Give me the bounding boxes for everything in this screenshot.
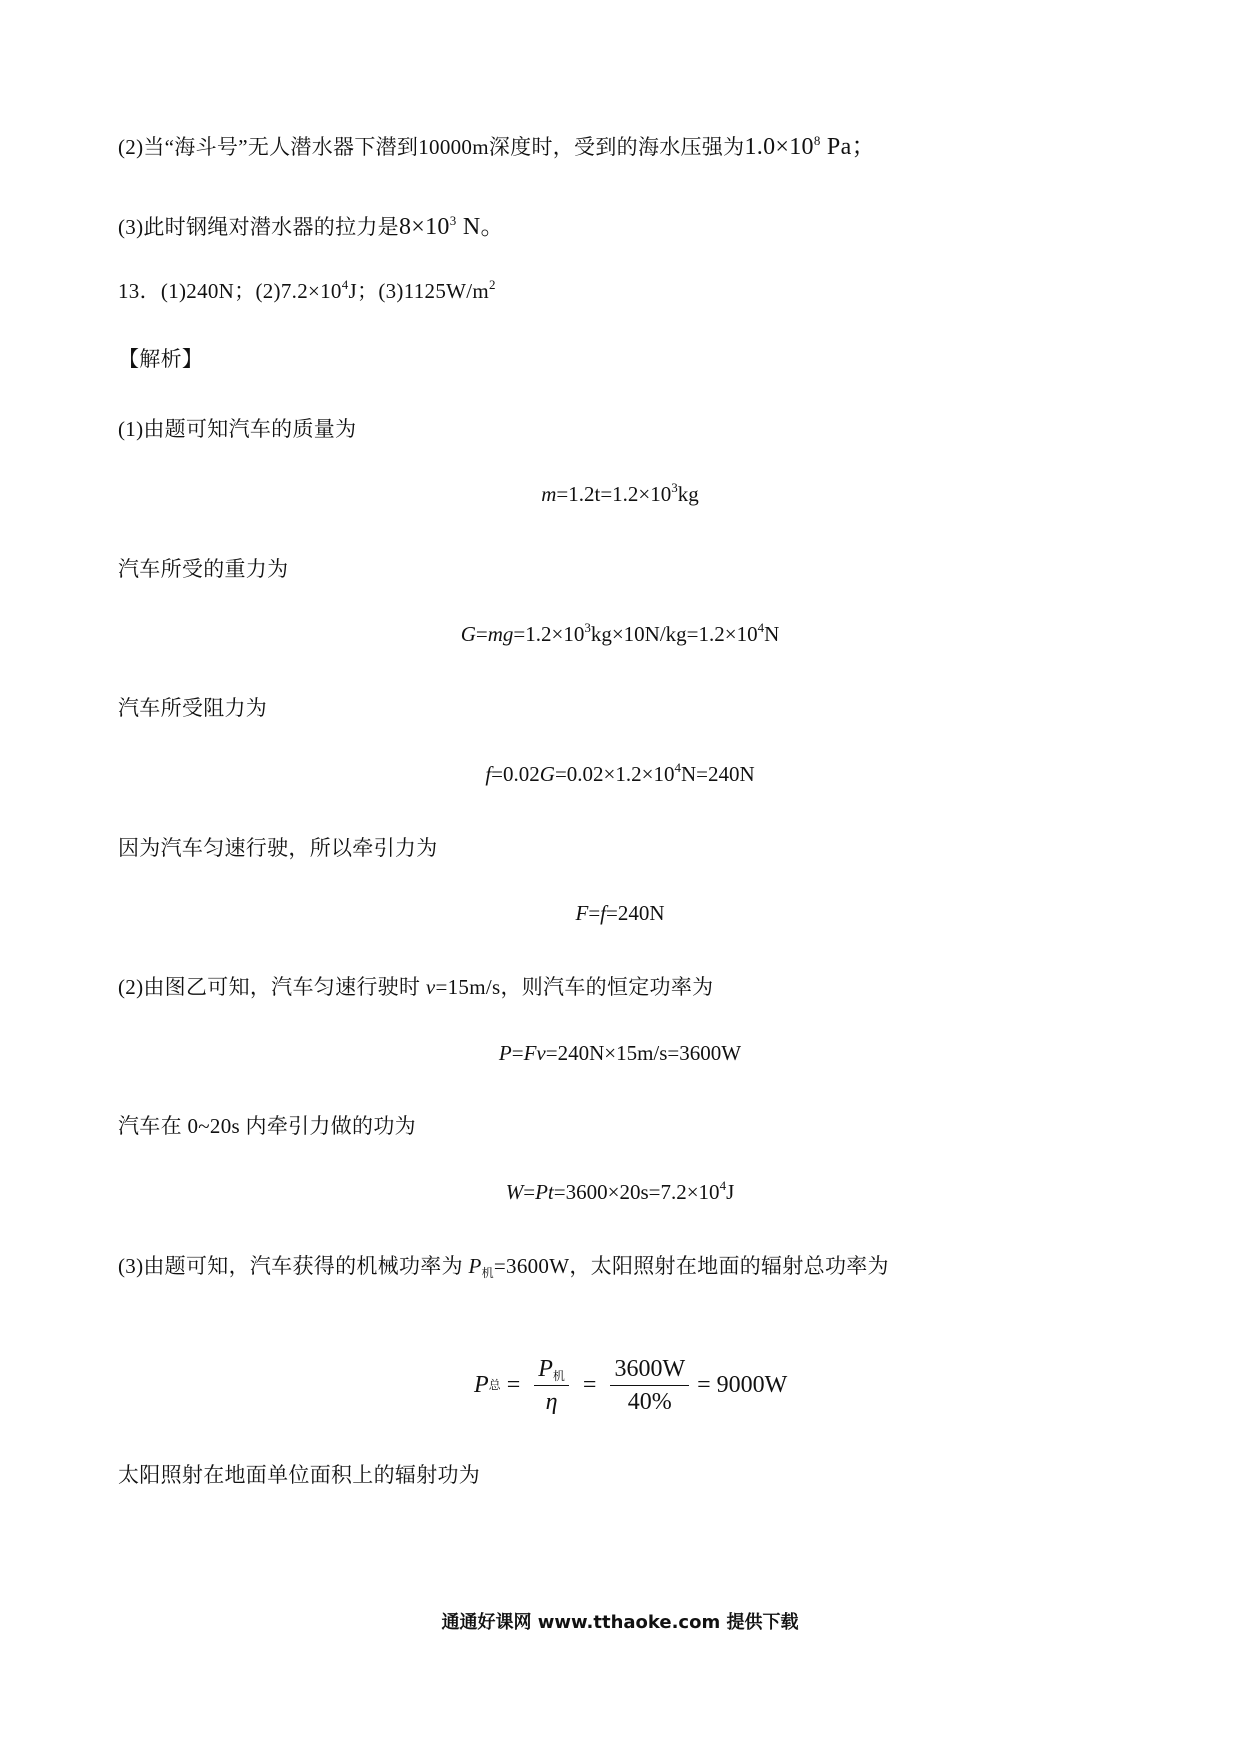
var: f <box>485 762 492 786</box>
answer-line-2 <box>118 126 876 161</box>
var: W <box>505 1180 524 1204</box>
equation-gravity <box>0 622 1240 647</box>
denominator: 40% <box>627 1388 672 1415</box>
unit: Pa； <box>820 134 876 160</box>
exponent: 4 <box>341 277 349 292</box>
var: m <box>541 482 557 506</box>
subscript: 机 <box>481 1266 494 1280</box>
denominator: η <box>545 1388 558 1415</box>
analysis-line-6: 汽车在 0~20s 内牵引力做的功为 <box>118 1114 416 1138</box>
analysis-line-1: (1)由题可知汽车的质量为 <box>118 417 357 441</box>
unit: N。 <box>456 214 505 240</box>
var: f <box>600 901 606 925</box>
text: kg <box>677 482 699 506</box>
answer-line-3 <box>118 206 505 241</box>
equals-sign: = <box>582 1371 597 1398</box>
text: (3)由题可知，汽车获得的机械功率为 <box>118 1254 469 1278</box>
var: Fv <box>523 1041 546 1065</box>
var: G <box>460 622 476 646</box>
exponent: 2 <box>489 277 496 292</box>
text: =0.02×1.2×10 <box>554 762 675 786</box>
text: 13．(1)240N；(2)7.2×10 <box>118 279 342 303</box>
equals-sign: = <box>506 1371 521 1398</box>
text: =3600×20s=7.2×10 <box>553 1180 720 1204</box>
exponent: 3 <box>584 620 591 635</box>
exponent: 4 <box>719 1178 727 1193</box>
var: P <box>538 1355 553 1382</box>
var: G <box>539 762 555 786</box>
fraction-1 <box>534 1353 569 1418</box>
text: (3)此时钢绳对潜水器的拉力是 <box>118 215 399 239</box>
exponent: 3 <box>671 480 678 495</box>
var: P <box>474 1371 489 1398</box>
text: =1.2t=1.2×10 <box>556 482 672 506</box>
text: kg×10N/kg=1.2×10 <box>590 622 758 646</box>
text: =240N×15m/s=3600W <box>545 1041 742 1065</box>
question-13-answer <box>118 275 496 305</box>
analysis-line-2: 汽车所受的重力为 <box>118 557 289 581</box>
text: =0.02 <box>491 762 540 786</box>
var: P <box>468 1254 482 1278</box>
var: P <box>498 1041 512 1065</box>
text: J <box>726 1180 735 1204</box>
numerator: 3600W <box>614 1355 686 1382</box>
text: N=240N <box>680 762 755 786</box>
analysis-line-4: 因为汽车匀速行驶，所以牵引力为 <box>118 836 438 860</box>
subscript: 机 <box>552 1368 565 1383</box>
fraction-2 <box>610 1353 689 1418</box>
exponent: 8 <box>813 133 821 148</box>
text: J；(3)1125W/m <box>348 279 490 303</box>
text: =3600W，太阳照射在地面的辐射总功率为 <box>493 1254 889 1278</box>
text: N <box>764 622 780 646</box>
var: Pt <box>535 1180 554 1204</box>
equation-traction <box>0 901 1240 926</box>
analysis-line-3: 汽车所受阻力为 <box>118 696 268 720</box>
equation-mass <box>0 482 1240 507</box>
exponent: 4 <box>674 760 681 775</box>
text: = <box>511 1041 524 1065</box>
result: = 9000W <box>697 1371 788 1398</box>
analysis-line-5 <box>118 971 713 1001</box>
var: mg <box>487 622 514 646</box>
equation-power <box>0 1041 1240 1066</box>
var: v <box>425 975 436 999</box>
numerator <box>534 1353 569 1385</box>
text: =1.2×10 <box>513 622 585 646</box>
text: =15m/s，则汽车的恒定功率为 <box>435 975 714 999</box>
text: =240N <box>606 901 665 925</box>
page-footer: 通通好课网 www.tthaoke.com 提供下载 <box>441 1612 799 1633</box>
equation-total-power: P 总 = $\frac{P_机}{\eta}$ = $\frac{3600W}{40\%}$ = 9000W <box>474 1345 787 1425</box>
force-value: 8×10 <box>399 214 450 240</box>
text: (2)当“海斗号”无人潜水器下潜到10000m深度时，受到的海水压强为 <box>118 135 745 159</box>
pressure-value: 1.0×10 <box>744 134 814 160</box>
text: (2)由图乙可知，汽车匀速行驶时 <box>118 975 426 999</box>
text: = <box>475 622 488 646</box>
analysis-heading: 【解析】 <box>118 347 204 371</box>
exponent: 4 <box>757 620 765 635</box>
text: = <box>523 1180 536 1204</box>
exponent: 3 <box>449 213 457 228</box>
text: = <box>588 901 601 925</box>
analysis-line-8: 太阳照射在地面单位面积上的辐射功为 <box>118 1463 481 1487</box>
equation-resistance <box>0 762 1240 787</box>
analysis-line-7 <box>118 1250 889 1280</box>
equation-work <box>0 1180 1240 1205</box>
var: F <box>575 901 589 925</box>
